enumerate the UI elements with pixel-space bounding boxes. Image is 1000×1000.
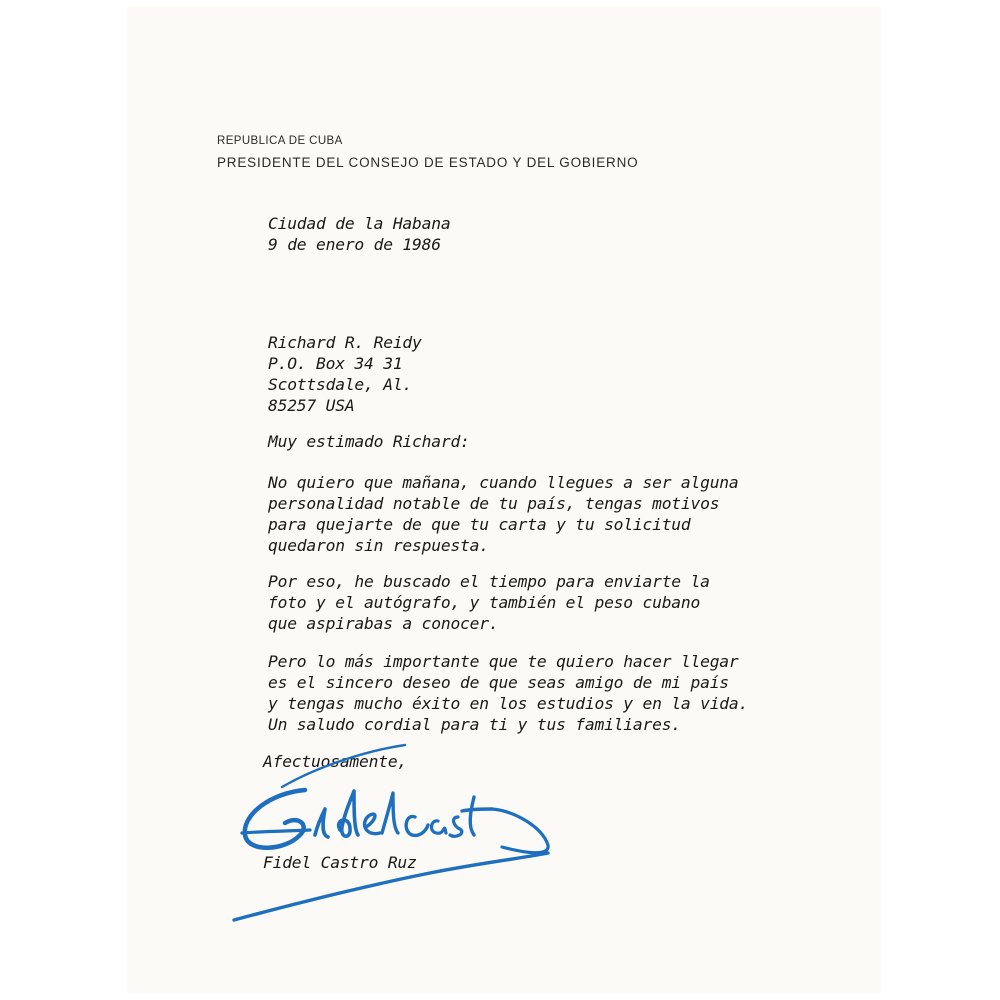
recipient-name: Richard R. Reidy [268,333,422,352]
paragraph-line: es el sincero deseo de que seas amigo de mi país [268,673,729,692]
paragraph-line: para quejarte de que tu carta y tu solicitud [268,515,691,534]
signer-name: Fidel Castro Ruz [263,853,417,872]
paragraph-line: Por eso, he buscado el tiempo para enviarte la [268,572,710,591]
paragraph-line: quedaron sin respuesta. [268,536,489,555]
signature-strokes [234,745,548,920]
handwritten-signature [230,735,560,935]
place-date-block [268,213,450,255]
recipient-zip: 85257 USA [268,396,355,415]
salutation: Muy estimado Richard: [268,432,470,451]
letterhead-country: REPUBLICA DE CUBA [217,135,343,147]
paragraph-1 [268,472,739,556]
letter-date: 9 de enero de 1986 [268,235,441,254]
paragraph-line: y tengas mucho éxito en los estudios y en la vida. [268,694,749,713]
place-city: Ciudad de la Habana [268,214,451,233]
paragraph-2 [268,571,710,634]
paragraph-3 [268,651,748,735]
closing: Afectuosamente, [263,752,408,771]
letterhead-office: PRESIDENTE DEL CONSEJO DE ESTADO Y DEL GOBIERNO [217,155,639,170]
paragraph-line: foto y el autógrafo, y también el peso cubano [268,593,701,612]
paragraph-line: No quiero que mañana, cuando llegues a ser alguna [268,473,739,492]
recipient-address [268,332,422,416]
recipient-city: Scottsdale, Al. [268,375,413,394]
paragraph-line: personalidad notable de tu país, tengas motivos [268,494,720,513]
paragraph-line: Un saludo cordial para ti y tus familiares. [268,715,681,734]
paragraph-line: que aspirabas a conocer. [268,614,499,633]
paragraph-line: Pero lo más importante que te quiero hacer llegar [268,652,739,671]
recipient-box: P.O. Box 34 31 [268,354,403,373]
